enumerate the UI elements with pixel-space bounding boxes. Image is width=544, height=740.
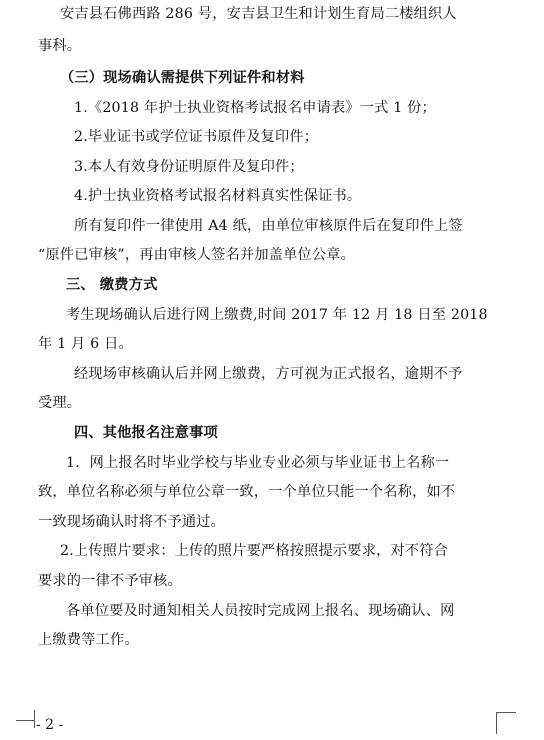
list-item-2: 2.毕业证书或学位证书原件及复印件； — [74, 129, 319, 145]
paragraph-registration-line-2: 受理。 — [38, 395, 82, 411]
crop-mark-right-vertical — [496, 712, 497, 734]
paragraph-closing-line-1: 各单位要及时通知相关人员按时完成网上报名、现场确认、网 — [66, 603, 455, 619]
paragraph-payment-line-1: 考生现场确认后进行网上缴费,时间 2017 年 12 月 18 日至 2018 — [66, 307, 488, 323]
paragraph-note2-line-2: 要求的一律不予审核。 — [38, 573, 182, 589]
paragraph-copies-line-1: 所有复印件一律使用 A4 纸，由单位审核原件后在复印件上签 — [74, 218, 463, 234]
section-heading-notes: 四、其他报名注意事项 — [74, 425, 218, 441]
list-item-1: 1.《2018 年护士执业资格考试报名申请表》一式 1 份； — [74, 100, 436, 116]
paragraph-note1-line-1: 1．网上报名时毕业学校与毕业专业必须与毕业证书上名称一 — [66, 455, 450, 471]
paragraph-closing-line-2: 上缴费等工作。 — [38, 632, 139, 648]
list-item-3: 3.本人有效身份证明原件及复印件； — [74, 159, 304, 175]
section-heading-payment: 三、 缴费方式 — [66, 277, 158, 293]
paragraph-registration-line-1: 经现场审核确认后并网上缴费，方可视为正式报名，逾期不予 — [74, 366, 463, 382]
paragraph-note2-line-1: 2.上传照片要求：上传的照片要严格按照提示要求，对不符合 — [60, 543, 449, 559]
paragraph-payment-line-2: 年 1 月 6 日。 — [38, 336, 133, 352]
paragraph-address-line-2: 事科。 — [38, 38, 82, 54]
paragraph-copies-line-2: “原件已审核”，再由审核人签名并加盖单位公章。 — [38, 247, 356, 263]
crop-mark-left-vertical — [26, 710, 35, 728]
page-number: - 2 - — [36, 717, 64, 733]
paragraph-address-line-1: 安吉县石佛西路 286 号，安吉县卫生和计划生育局二楼组织人 — [60, 6, 457, 22]
list-item-4: 4.护士执业资格考试报名材料真实性保证书。 — [74, 188, 362, 204]
paragraph-note1-line-2: 致，单位名称必须与单位公章一致，一个单位只能一个名称，如不 — [38, 484, 456, 500]
paragraph-note1-line-3: 一致现场确认时将不予通过。 — [38, 514, 226, 530]
crop-mark-right-horizontal — [496, 712, 516, 713]
section-heading-materials: （三）现场确认需提供下列证件和材料 — [60, 70, 305, 86]
